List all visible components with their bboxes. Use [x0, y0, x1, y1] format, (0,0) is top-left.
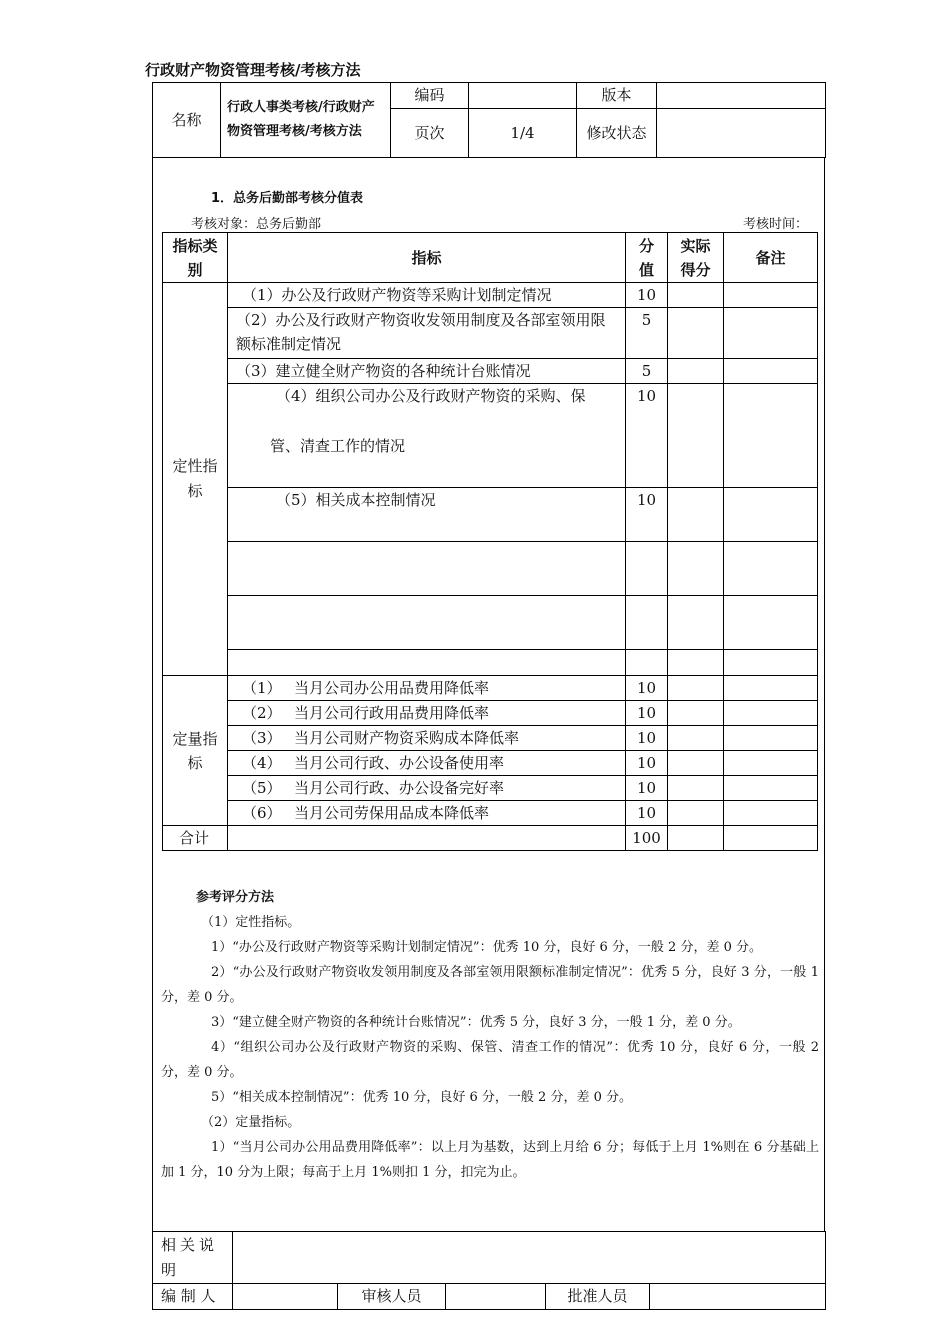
note-cell — [724, 676, 818, 701]
indicator-score: 10 — [626, 801, 668, 826]
indicator-score: 10 — [626, 751, 668, 776]
col-indicator-header: 指标 — [228, 233, 626, 283]
indicator-score: 10 — [626, 776, 668, 801]
indicator-number: （5） — [242, 779, 282, 797]
indicator-score: 5 — [626, 359, 668, 384]
indicator-score: 10 — [626, 701, 668, 726]
actual-score-cell — [668, 701, 724, 726]
qualitative-rule: 3）“建立健全财产物资的各种统计台账情况”：优秀 5 分，良好 3 分，一般 1 分，差 0 分。 — [211, 1015, 741, 1030]
table-row — [163, 488, 818, 542]
indicator-text: 当月公司办公用品费用降低率 — [294, 679, 490, 697]
indicator-number: （3） — [242, 729, 282, 747]
code-label: 编码 — [391, 83, 469, 109]
reviewer-label: 审核人员 — [338, 1284, 446, 1310]
actual-score-cell — [668, 751, 724, 776]
quantitative-heading: （2）定量指标。 — [201, 1115, 301, 1130]
table-row — [163, 776, 818, 801]
name-value: 行政人事类考核/行政财产物资管理考核/考核方法 — [221, 83, 391, 158]
approver-value — [650, 1284, 826, 1310]
assessment-target: 考核对象：总务后勤部 — [191, 217, 322, 232]
note-cell — [724, 359, 818, 384]
col-score-header: 分值 — [626, 233, 668, 283]
qualitative-rule: 2）“办公及行政财产物资收发领用制度及各部室领用限额标准制定情况”：优秀 5 分，良好 3 分，一般 1 分，差 0 分。 — [161, 965, 819, 1005]
qualitative-rule: 4）“组织公司办公及行政财产物资的采购、保管、清查工作的情况”：优秀 10 分，良好 6 分，一般 2 分，差 0 分。 — [161, 1040, 819, 1080]
indicator-text: （2）办公及行政财产物资收发领用制度及各部室领用限额标准制定情况 — [228, 308, 626, 359]
col-category-header: 指标类别 — [163, 233, 228, 283]
actual-score-cell — [668, 283, 724, 308]
note-cell — [724, 488, 818, 542]
table-row-empty — [163, 542, 818, 596]
note-cell — [724, 384, 818, 488]
indicator-score: 10 — [626, 726, 668, 751]
indicator-text: 当月公司财产物资采购成本降低率 — [294, 729, 520, 747]
quantitative-label: 定量指标 — [163, 676, 228, 826]
table-row — [163, 308, 818, 359]
note-cell — [724, 308, 818, 359]
table-row — [163, 676, 818, 701]
quantitative-rule: 1）“当月公司办公用品费用降低率”：以上月为基数，达到上月给 6 分；每低于上月 1%则在 6 分基础上加 1 分，10 分为上限；每高于上月 1%则扣 1 分，扣完为止。 — [161, 1140, 819, 1180]
actual-score-cell — [668, 488, 724, 542]
indicator-text: （3）建立健全财产物资的各种统计台账情况 — [228, 359, 626, 384]
author-label: 编 制 人 — [153, 1284, 233, 1310]
note-cell — [724, 751, 818, 776]
note-cell — [724, 776, 818, 801]
author-value — [233, 1284, 338, 1310]
indicator-text: 当月公司行政用品费用降低率 — [294, 704, 490, 722]
revision-value — [657, 109, 826, 158]
assessment-time: 考核时间： — [742, 217, 808, 232]
approver-label: 批准人员 — [546, 1284, 650, 1310]
total-label: 合计 — [163, 826, 228, 851]
actual-score-cell — [668, 676, 724, 701]
table-row-empty — [163, 596, 818, 650]
note-cell — [724, 283, 818, 308]
indicator-score: 10 — [626, 676, 668, 701]
related-value — [233, 1232, 826, 1284]
actual-score-cell — [668, 308, 724, 359]
indicator-number: （1） — [242, 679, 282, 697]
section-heading: 1．总务后勤部考核分值表 — [211, 191, 364, 206]
indicator-text: 当月公司行政、办公设备完好率 — [294, 779, 505, 797]
col-note-header: 备注 — [724, 233, 818, 283]
header-table — [152, 82, 826, 158]
actual-score-cell — [668, 384, 724, 488]
indicator-score: 5 — [626, 308, 668, 359]
actual-score-cell — [668, 801, 724, 826]
actual-score-cell — [668, 359, 724, 384]
indicator-text: （5）相关成本控制情况 — [228, 488, 626, 542]
table-row — [163, 359, 818, 384]
indicator-number: （4） — [242, 754, 282, 772]
col-actual-header: 实际得分 — [668, 233, 724, 283]
qualitative-rule: 1）“办公及行政财产物资等采购计划制定情况”：优秀 10 分，良好 6 分，一般 2 分，差 0 分。 — [211, 940, 762, 955]
actual-score-cell — [668, 776, 724, 801]
code-value — [469, 83, 577, 109]
note-cell — [724, 726, 818, 751]
note-cell — [724, 701, 818, 726]
qualitative-heading: （1）定性指标。 — [201, 915, 301, 930]
indicator-score: 10 — [626, 488, 668, 542]
revision-label: 修改状态 — [577, 109, 657, 158]
indicator-text: （1）办公及行政财产物资等采购计划制定情况 — [228, 283, 626, 308]
related-label: 相关说明 — [153, 1232, 233, 1284]
document-title: 行政财产物资管理考核/考核方法 — [145, 61, 361, 79]
indicator-number: （2） — [242, 704, 282, 722]
scoring-method — [161, 885, 819, 1185]
table-row — [163, 726, 818, 751]
name-label: 名称 — [153, 83, 221, 158]
qualitative-rule: 5）“相关成本控制情况”：优秀 10 分，良好 6 分，一般 2 分，差 0 分。 — [211, 1090, 632, 1105]
page-value: 1/4 — [469, 109, 577, 158]
version-value — [657, 83, 826, 109]
indicator-text: 当月公司行政、办公设备使用率 — [294, 754, 505, 772]
table-row — [163, 801, 818, 826]
footer-table — [152, 1231, 826, 1310]
version-label: 版本 — [577, 83, 657, 109]
table-row — [163, 751, 818, 776]
table-row — [163, 283, 818, 308]
total-row — [163, 826, 818, 851]
score-table — [162, 232, 818, 851]
reviewer-value — [446, 1284, 546, 1310]
total-score: 100 — [626, 826, 668, 851]
indicator-score: 10 — [626, 283, 668, 308]
indicator-text-cont: 管、清查工作的情况 — [270, 437, 406, 455]
table-row-empty — [163, 650, 818, 676]
document-body — [152, 157, 825, 1232]
note-cell — [724, 801, 818, 826]
indicator-number: （6） — [242, 804, 282, 822]
table-row — [163, 701, 818, 726]
table-row — [163, 384, 818, 488]
indicator-text: （4）组织公司办公及行政财产物资的采购、保 — [276, 387, 586, 405]
page-label: 页次 — [391, 109, 469, 158]
qualitative-label: 定性指标 — [163, 283, 228, 676]
indicator-score: 10 — [626, 384, 668, 488]
table-header-row — [163, 233, 818, 283]
method-title: 参考评分方法 — [196, 890, 275, 905]
indicator-text: 当月公司劳保用品成本降低率 — [294, 804, 490, 822]
actual-score-cell — [668, 726, 724, 751]
